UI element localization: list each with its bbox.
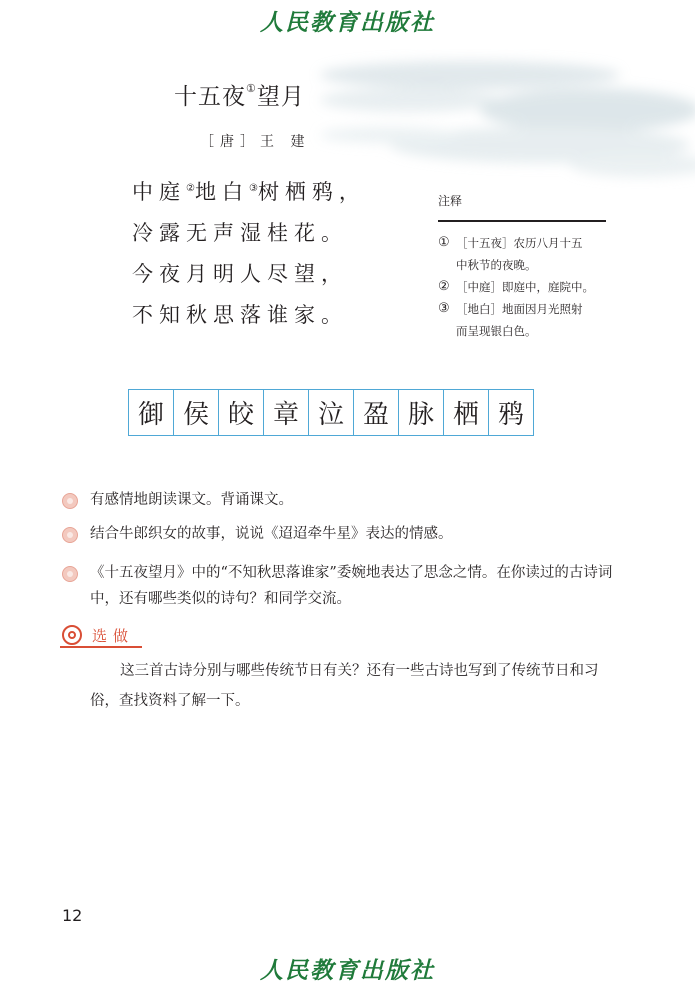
character-cell: 御 [129, 390, 174, 435]
character-cell: 栖 [444, 390, 489, 435]
note-text: ［中庭］即庭中，庭院中。 [456, 280, 594, 294]
note-item [438, 298, 613, 342]
elective-text: 这三首古诗分别与哪些传统节日有关？还有一些古诗也写到了传统节日和习俗，查找资料了解一下。 [90, 663, 599, 709]
elective-underline [60, 646, 142, 648]
exercise-text: 《十五夜望月》中的“不知秋思落谁家”委婉地表达了思念之情。在你读过的古诗词中，还有哪些类似的诗句？和同学交流。 [90, 565, 613, 607]
character-cell: 盈 [354, 390, 399, 435]
poem-line-3: 今夜月明人尽望， [132, 262, 348, 286]
elective-icon [62, 625, 82, 645]
page-number: 12 [62, 906, 83, 925]
title-note-mark: ① [246, 82, 257, 96]
poem-line-2: 冷露无声湿桂花。 [132, 221, 348, 245]
elective-section-header [60, 624, 142, 648]
character-cell: 鸦 [497, 400, 524, 430]
notes-heading: 注释 [438, 194, 463, 208]
poem-line-1 [132, 178, 366, 219]
character-cell: 脉 [399, 390, 444, 435]
publisher-watermark-top: 人民教育出版社 [260, 9, 435, 36]
exercise-text: 有感情地朗读课文。背诵课文。 [90, 492, 293, 508]
poem-body [132, 178, 366, 342]
notes-divider [438, 220, 606, 222]
note-text: ［地白］地面因月光照射 而呈现银白色。 [456, 302, 583, 338]
cloud-illustration [300, 40, 695, 190]
elective-label: 选做 [92, 627, 135, 645]
exercise-bullet-icon [62, 527, 78, 543]
poem-line-1-seg-a: 中庭 [132, 180, 186, 204]
poem-title [174, 78, 305, 111]
note-item [438, 232, 613, 276]
exercise-item-3 [62, 560, 622, 612]
exercise-bullet-icon [62, 566, 78, 582]
new-characters-grid [128, 389, 534, 436]
notes-list [438, 232, 613, 342]
note-number: ② [438, 279, 450, 294]
character-cell: 泣 [309, 390, 354, 435]
character-cell: 侯 [174, 390, 219, 435]
title-text-part2: 望月 [256, 84, 305, 110]
poem-line-1-seg-b: 地白 [194, 180, 249, 204]
note-text: ［十五夜］农历八月十五 中秋节的夜晚。 [456, 236, 583, 272]
exercise-bullet-icon [62, 493, 78, 509]
poem-line-4: 不知秋思落谁家。 [132, 303, 348, 327]
note-number: ① [438, 235, 450, 250]
exercise-item-1 [62, 487, 293, 513]
title-text-part1: 十五夜 [174, 84, 246, 110]
publisher-watermark-bottom: 人民教育出版社 [260, 957, 435, 984]
note-mark-3: ③ [248, 183, 258, 194]
exercise-item-2 [62, 521, 453, 547]
poem-author: ［唐］王 建 [200, 134, 311, 150]
note-number: ③ [438, 301, 450, 316]
note-item [438, 276, 613, 298]
character-cell: 皎 [219, 390, 264, 435]
character-cell: 章 [264, 390, 309, 435]
exercise-text: 结合牛郎织女的故事，说说《迢迢牵牛星》表达的情感。 [90, 526, 453, 542]
note-mark-2: ② [186, 183, 195, 194]
poem-line-1-seg-c: 树栖鸦， [257, 180, 366, 204]
